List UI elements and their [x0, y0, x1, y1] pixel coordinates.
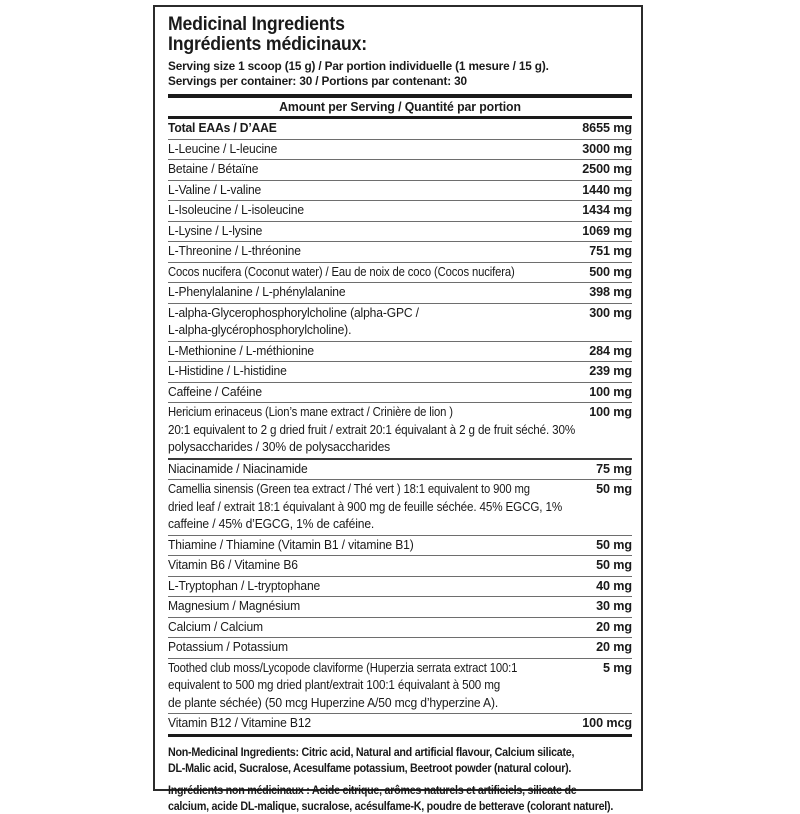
ingredient-name: Vitamin B12 / Vitamine B12	[168, 716, 311, 730]
ingredient-name: L-Threonine / L-thréonine	[168, 244, 301, 258]
ingredient-name: L-Methionine / L-méthionine	[168, 343, 314, 358]
ingredient-amount: 1440 mg	[582, 182, 632, 197]
ingredient-row	[168, 342, 632, 362]
ingredient-amount: 239 mg	[589, 364, 632, 378]
ingredient-name: Betaine / Bétaïne	[168, 162, 259, 176]
ingredient-name: Cocos nucifera (Coconut water) / Eau de noix de coco (Cocos nucifera)	[168, 264, 515, 279]
ingredient-row	[168, 263, 632, 283]
ingredient-amount: 50 mg	[596, 537, 632, 552]
ingredient-row	[168, 283, 632, 303]
ingredient-amount: 284 mg	[589, 343, 632, 358]
title-english: Medicinal Ingredients	[168, 14, 345, 35]
ingredient-amount: 751 mg	[589, 244, 632, 258]
supplement-facts-panel	[153, 5, 643, 813]
non-medicinal-line-en: Non-Medicinal Ingredients: Citric acid, Natural and artificial flavour, Calcium silicate,	[168, 744, 575, 759]
servings-per-container: Servings per container: 30 / Portions par contenant: 30	[168, 74, 467, 88]
ingredient-primary-line	[168, 305, 632, 323]
ingredient-row	[168, 201, 632, 221]
ingredient-amount: 500 mg	[589, 264, 632, 279]
ingredient-amount: 1069 mg	[582, 223, 632, 238]
non-medicinal-line-fr: Ingrédients non médicinaux : Acide citrique, arômes naturels et artificiels, silicate de	[168, 782, 577, 797]
ingredient-amount: 100 mcg	[582, 716, 632, 730]
non-medicinal-line-en: DL-Malic acid, Sucralose, Acesulfame potassium, Beetroot powder (natural colour).	[168, 760, 572, 775]
ingredient-name: Potassium / Potassium	[168, 640, 288, 654]
ingredient-row	[168, 618, 632, 638]
ingredient-name: L-alpha-Glycerophosphorylcholine (alpha-GPC /	[168, 305, 419, 320]
ingredient-detail-line: equivalent to 500 mg dried plant/extrait 100:1 équivalant à 500 mg	[168, 678, 501, 692]
ingredient-name: L-Valine / L-valine	[168, 182, 262, 197]
ingredient-detail-line: 20:1 equivalent to 2 g dried fruit / extrait 20:1 équivalant à 2 g de fruit séché. 30%	[168, 422, 576, 437]
ingredient-row	[168, 140, 632, 160]
ingredient-row	[168, 556, 632, 576]
ingredient-name: Niacinamide / Niacinamide	[168, 461, 308, 476]
ingredient-row	[168, 638, 632, 658]
ingredient-row	[168, 242, 632, 262]
ingredient-amount: 100 mg	[589, 405, 632, 419]
ingredient-name: L-Phenylalanine / L-phénylalanine	[168, 285, 346, 299]
ingredient-row	[168, 659, 632, 714]
ingredient-name: Toothed club moss/Lycopode claviforme (Huperzia serrata extract 100:1	[168, 660, 518, 675]
non-medicinal-ingredients	[168, 737, 632, 814]
ingredient-row	[168, 304, 632, 341]
ingredient-name: L-Isoleucine / L-isoleucine	[168, 203, 304, 217]
ingredient-row	[168, 362, 632, 382]
ingredient-name: Thiamine / Thiamine (Vitamin B1 / vitamine B1)	[168, 537, 414, 552]
ingredient-name: L-Leucine / L-leucine	[168, 141, 278, 156]
ingredient-name: Camellia sinensis (Green tea extract / Thé vert ) 18:1 equivalent to 900 mg	[168, 482, 530, 496]
ingredient-name: Caffeine / Caféine	[168, 384, 262, 399]
ingredient-amount: 398 mg	[589, 285, 632, 299]
title-french: Ingrédients médicinaux:	[168, 34, 367, 55]
non-medicinal-line-fr: calcium, acide DL-malique, sucralose, acésulfame-K, poudre de betterave (colorant naturel).	[168, 798, 614, 813]
ingredient-amount: 20 mg	[596, 619, 632, 634]
ingredient-detail-line: dried leaf / extrait 18:1 équivalant à 900 mg de feuille séchée. 45% EGCG, 1%	[168, 499, 563, 514]
ingredient-list	[168, 119, 632, 734]
panel-heading	[168, 15, 632, 55]
ingredient-row	[168, 480, 632, 535]
ingredient-amount: 8655 mg	[582, 121, 632, 135]
ingredient-amount: 20 mg	[596, 640, 632, 654]
ingredient-row	[168, 536, 632, 556]
ingredient-amount: 100 mg	[589, 384, 632, 399]
ingredient-name: Calcium / Calcium	[168, 619, 263, 634]
ingredient-name: Magnesium / Magnésium	[168, 599, 301, 613]
ingredient-amount: 50 mg	[596, 482, 632, 496]
ingredient-name: L-Lysine / L-lysine	[168, 223, 263, 238]
ingredient-amount: 40 mg	[596, 578, 632, 593]
ingredient-detail-line: de plante séchée) (50 mcg Huperzine A/50 mcg d’hyperzine A).	[168, 695, 499, 710]
ingredient-row	[168, 597, 632, 617]
ingredient-name: L-Tryptophan / L-tryptophane	[168, 578, 321, 593]
ingredient-name: L-Histidine / L-histidine	[168, 364, 287, 378]
ingredient-row	[168, 403, 632, 458]
ingredient-amount: 75 mg	[596, 461, 632, 476]
ingredient-row	[168, 119, 632, 139]
amount-per-serving-header: Amount per Serving / Quantité par portion	[279, 99, 521, 114]
ingredient-primary-line	[168, 481, 632, 499]
serving-size: Serving size 1 scoop (15 g) / Par portion individuelle (1 mesure / 15 g).	[168, 59, 549, 73]
ingredient-name: Vitamin B6 / Vitamine B6	[168, 558, 298, 572]
ingredient-name: Hericium erinaceus (Lion’s mane extract / Crinière de lion )	[168, 405, 453, 419]
ingredient-primary-line	[168, 660, 632, 678]
ingredient-detail-line: polysaccharides / 30% de polysaccharides	[168, 440, 391, 454]
ingredient-detail-line: caffeine / 45% d’EGCG, 1% de caféine.	[168, 517, 375, 531]
ingredient-amount: 5 mg	[603, 660, 632, 675]
ingredient-amount: 1434 mg	[582, 203, 632, 217]
ingredient-amount: 300 mg	[589, 305, 632, 320]
serving-information	[168, 59, 632, 89]
ingredient-row	[168, 383, 632, 403]
ingredient-row	[168, 460, 632, 480]
ingredient-row	[168, 714, 632, 734]
ingredient-row	[168, 222, 632, 242]
ingredient-amount: 3000 mg	[582, 141, 632, 156]
ingredient-primary-line	[168, 404, 632, 422]
ingredient-amount: 2500 mg	[582, 162, 632, 176]
ingredient-amount: 30 mg	[596, 599, 632, 613]
ingredient-row	[168, 577, 632, 597]
ingredient-row	[168, 160, 632, 180]
ingredient-amount: 50 mg	[596, 558, 632, 572]
ingredient-name: Total EAAs / D’AAE	[168, 121, 277, 135]
ingredient-row	[168, 181, 632, 201]
ingredient-detail-line: L-alpha-glycérophosphorylcholine).	[168, 323, 352, 337]
